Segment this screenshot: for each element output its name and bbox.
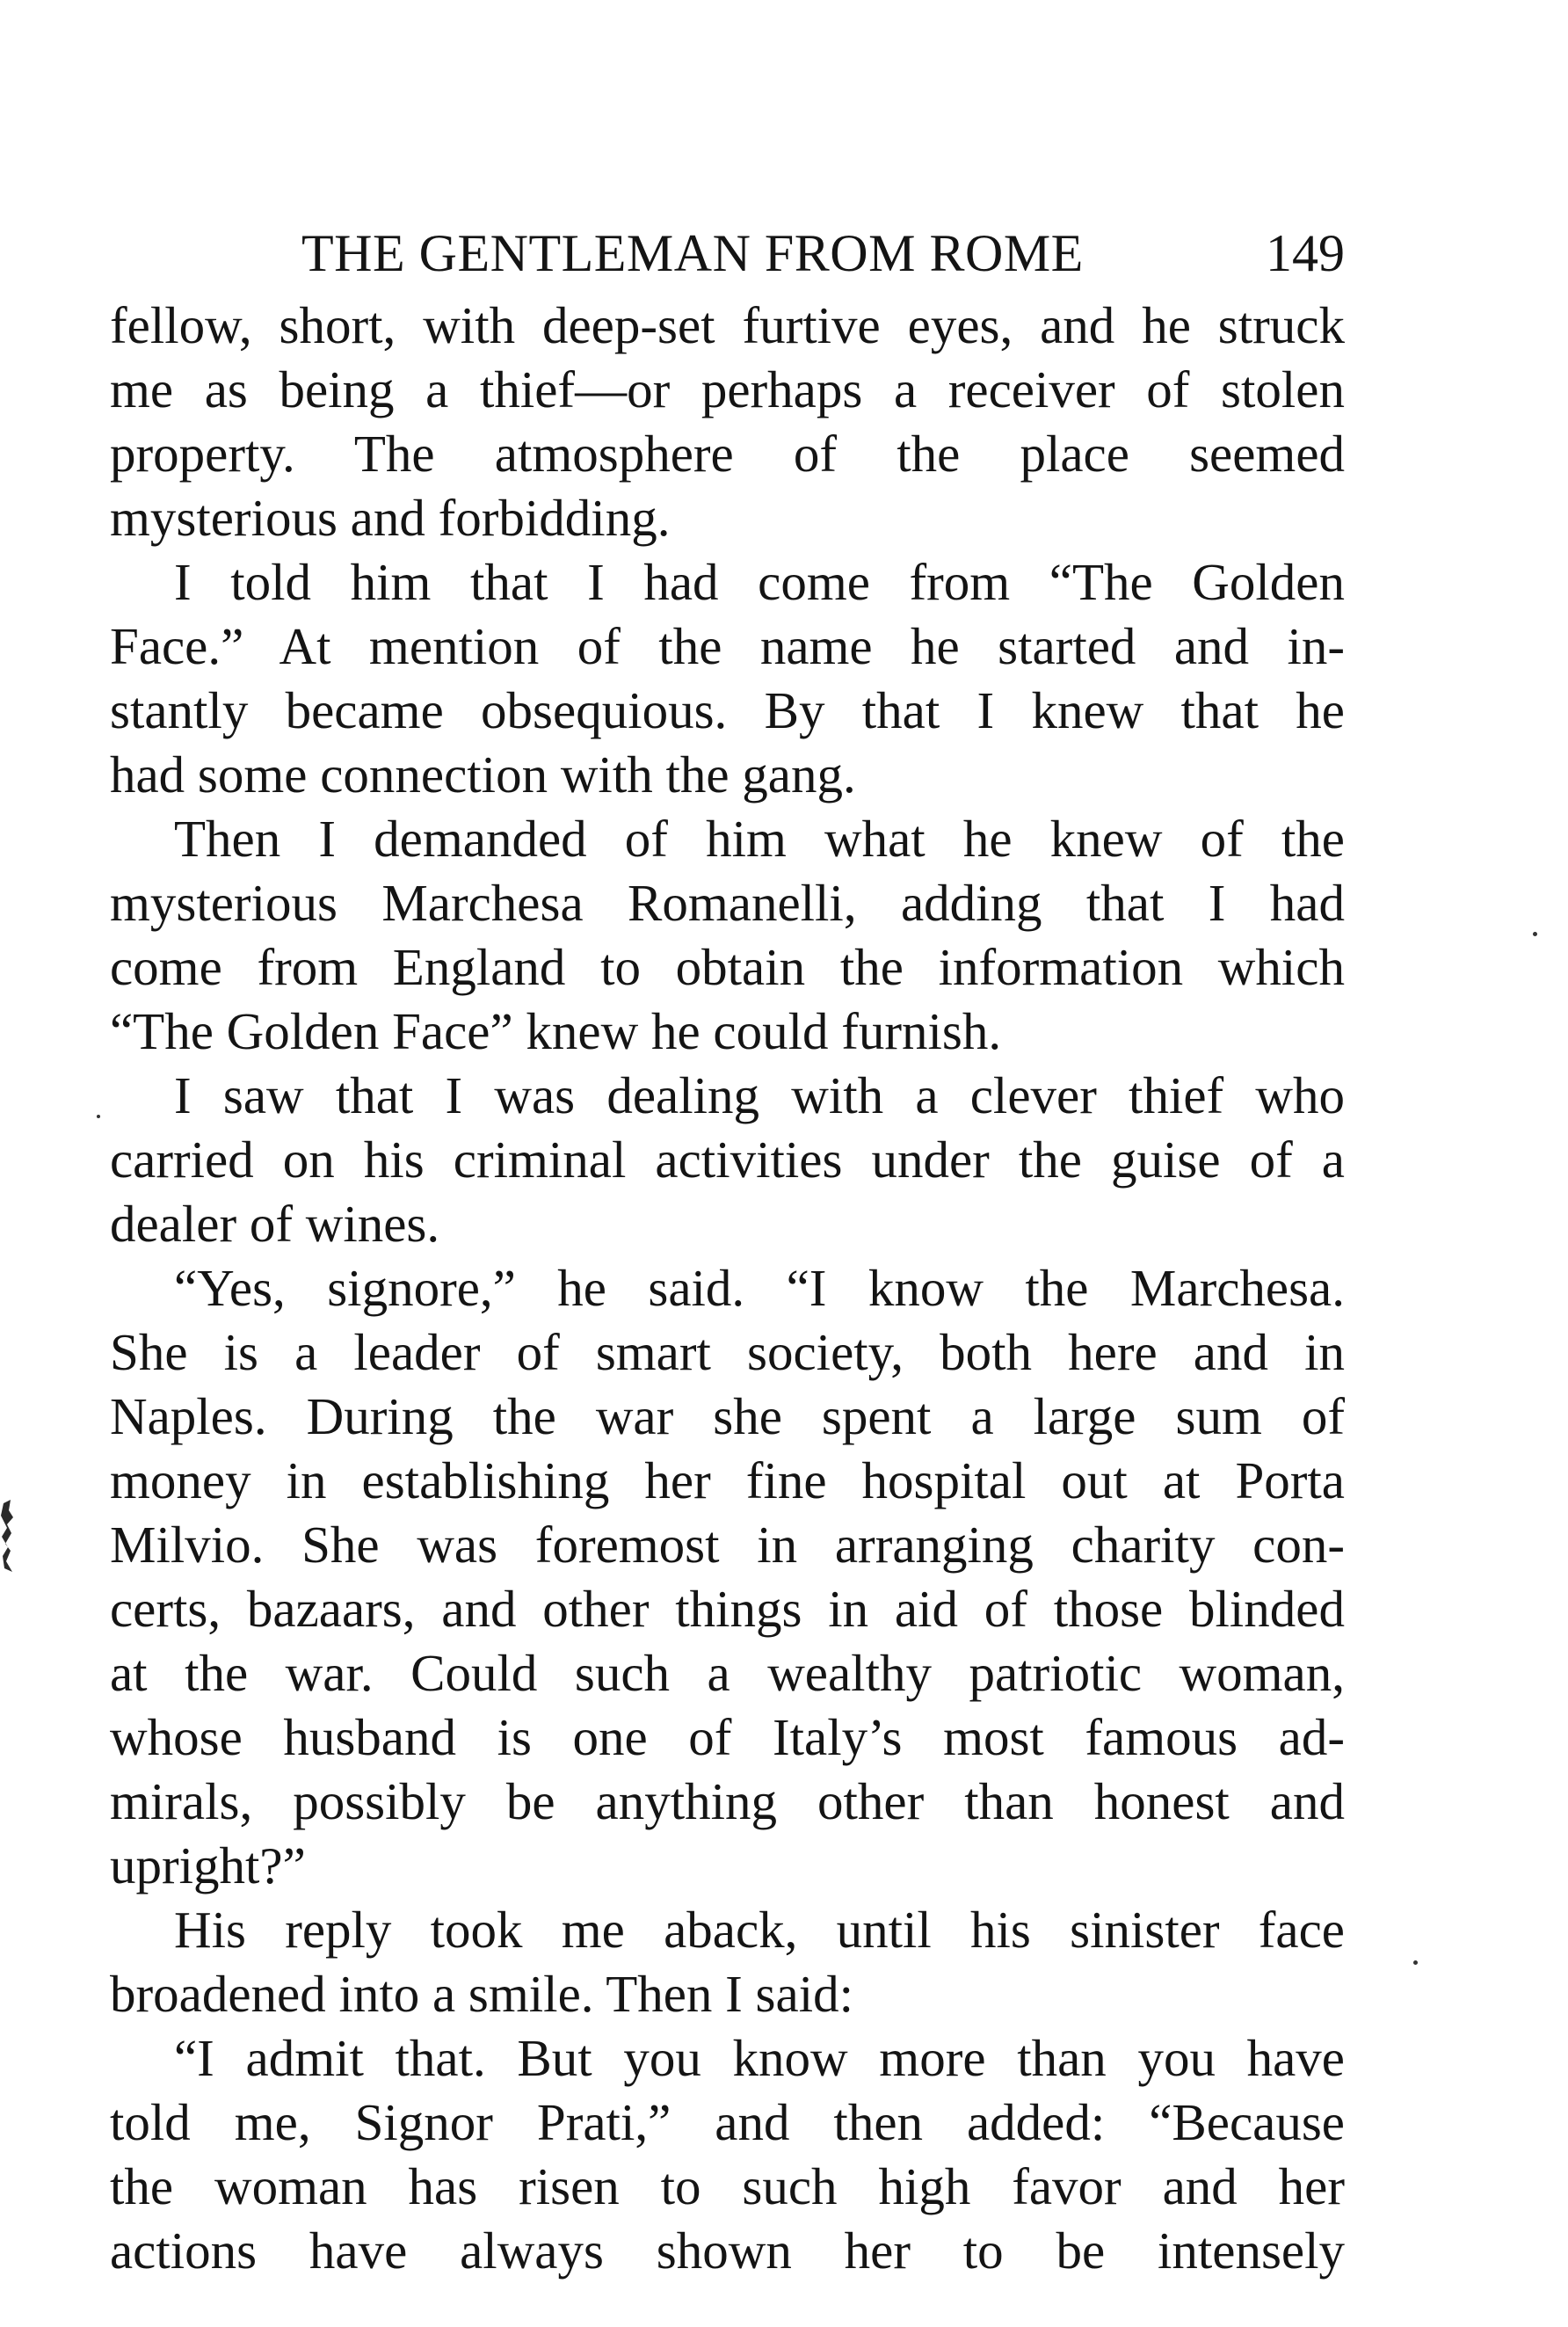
text-line: certs, bazaars, and other things in aid of those blinded — [110, 1580, 1345, 1638]
page-number: 149 — [1266, 224, 1345, 282]
text-line: whose husband is one of Italy’s most famous ad- — [110, 1708, 1345, 1766]
page-speck — [1413, 1960, 1418, 1965]
text-line: Naples. During the war she spent a large sum of — [110, 1387, 1345, 1445]
text-line: His reply took me aback, until his sinister face — [174, 1901, 1345, 1959]
text-line: at the war. Could such a wealthy patriotic woman, — [110, 1644, 1345, 1702]
text-line: upright?” — [110, 1836, 306, 1894]
text-line: dealer of wines. — [110, 1195, 440, 1253]
text-line: told me, Signor Prati,” and then added: “Because — [110, 2093, 1345, 2151]
text-line: “I admit that. But you know more than you have — [174, 2029, 1345, 2087]
page-speck — [1533, 932, 1537, 936]
text-line: stantly became obsequious. By that I knew that he — [110, 681, 1345, 739]
text-line: mysterious and forbidding. — [110, 489, 671, 547]
text-line: property. The atmosphere of the place seemed — [110, 425, 1345, 483]
body-text — [110, 294, 1345, 2283]
text-line: Then I demanded of him what he knew of the — [174, 810, 1345, 868]
text-line: actions have always shown her to be intensely — [110, 2222, 1345, 2280]
binding-mark-icon — [0, 1498, 16, 1575]
text-line: mirals, possibly be anything other than honest and — [110, 1772, 1345, 1830]
text-line: carried on his criminal activities under the guise of a — [110, 1131, 1345, 1189]
text-line: money in establishing her fine hospital out at Porta — [110, 1451, 1345, 1509]
text-line: Milvio. She was foremost in arranging charity con- — [110, 1516, 1345, 1574]
text-line: broadened into a smile. Then I said: — [110, 1965, 853, 2023]
text-line: I told him that I had come from “The Golden — [174, 553, 1345, 611]
running-head — [110, 218, 1345, 288]
text-line: fellow, short, with deep-set furtive eyes, and he struck — [110, 296, 1345, 354]
text-line: come from England to obtain the information which — [110, 938, 1345, 996]
text-line: “Yes, signore,” he said. “I know the Marchesa. — [174, 1259, 1345, 1317]
page-speck — [97, 1115, 100, 1118]
text-line: the woman has risen to such high favor and her — [110, 2157, 1345, 2215]
text-line: She is a leader of smart society, both here and in — [110, 1323, 1345, 1381]
chapter-title: THE GENTLEMAN FROM ROME — [301, 224, 1084, 282]
text-line: I saw that I was dealing with a clever thief who — [174, 1066, 1345, 1124]
text-line: me as being a thief—or perhaps a receiver of stolen — [110, 360, 1345, 418]
text-line: had some connection with the gang. — [110, 745, 856, 804]
text-line: Face.” At mention of the name he started and in- — [110, 617, 1345, 675]
text-line: mysterious Marchesa Romanelli, adding that I had — [110, 874, 1345, 932]
text-line: “The Golden Face” knew he could furnish. — [110, 1002, 1002, 1060]
